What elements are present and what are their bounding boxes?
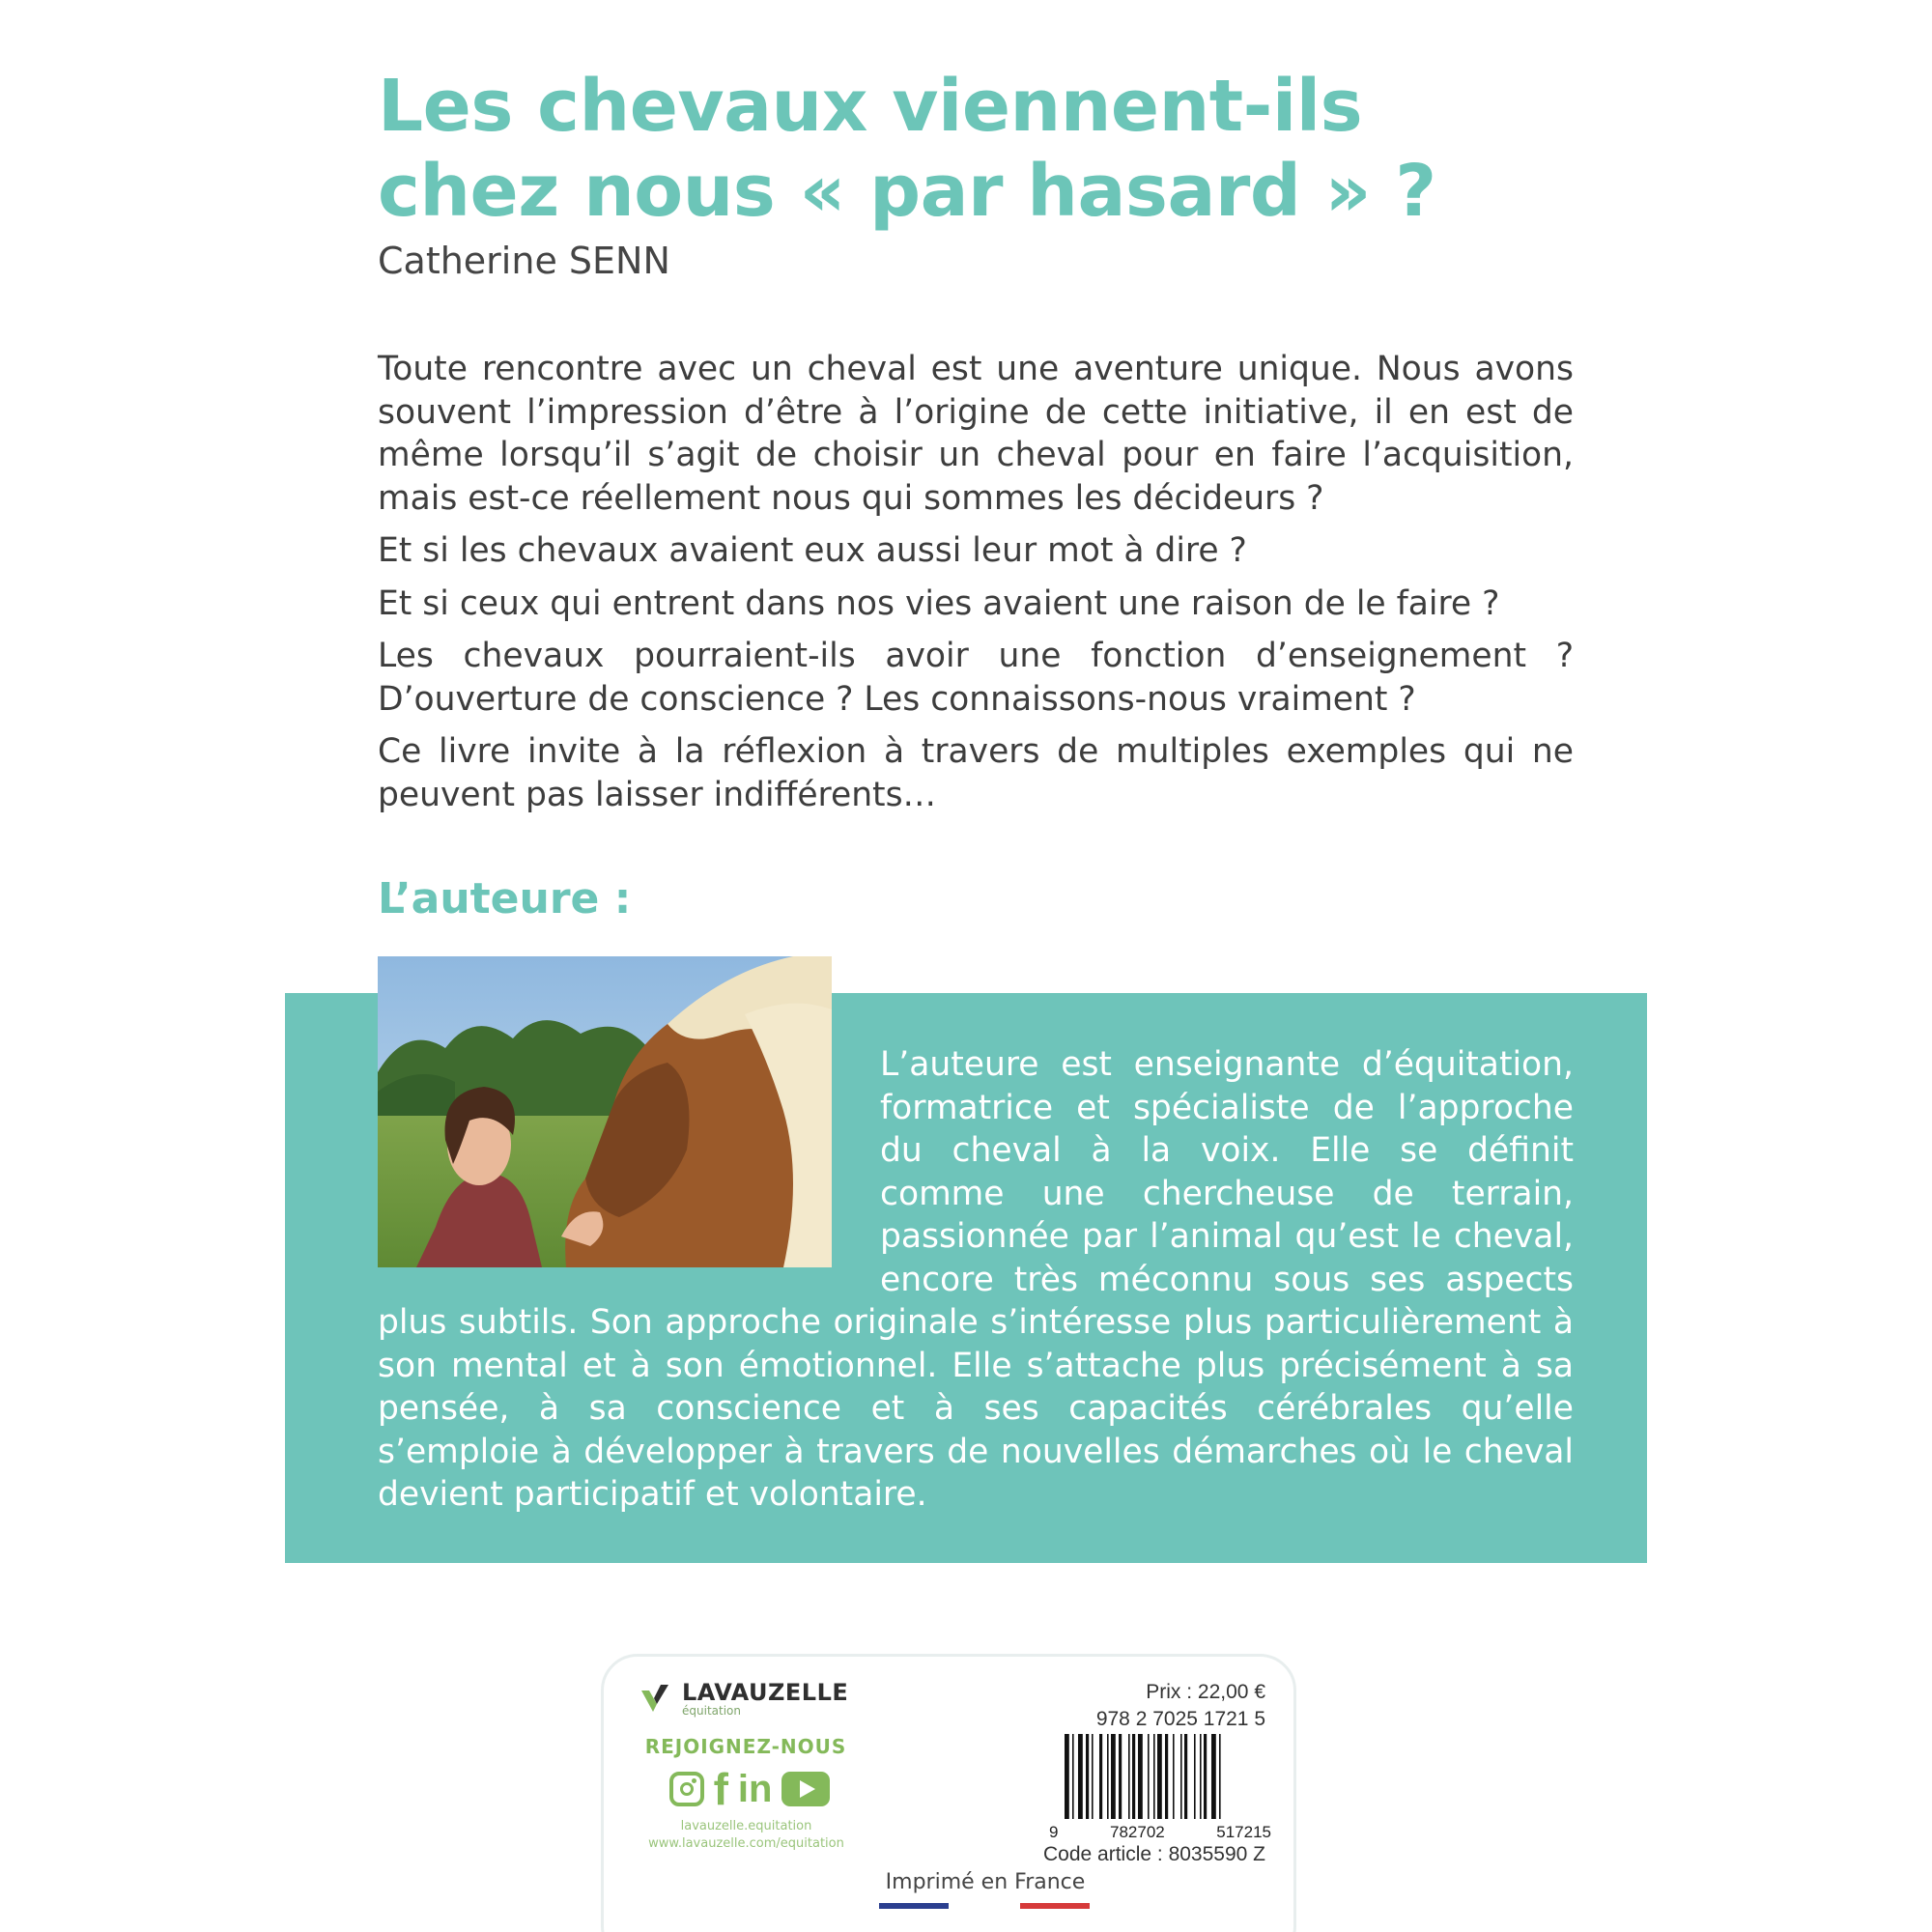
barcode-bar xyxy=(1173,1734,1175,1819)
linkedin-icon[interactable]: in xyxy=(737,1768,773,1810)
social-handle: lavauzelle.equitation xyxy=(680,1819,812,1833)
barcode-bar xyxy=(1078,1734,1083,1819)
barcode-bar xyxy=(1138,1734,1143,1819)
barcode-bar xyxy=(1086,1734,1089,1819)
youtube-icon[interactable] xyxy=(781,1772,830,1806)
barcode-bar xyxy=(1211,1734,1216,1819)
summary-paragraph: Et si ceux qui entrent dans nos vies avaient une raison de le faire ? xyxy=(378,583,1500,623)
flag-stripe-blue xyxy=(879,1903,949,1909)
publisher-sub: équitation xyxy=(682,1704,741,1718)
title-line-1: Les chevaux viennent-ils xyxy=(378,65,1363,148)
isbn: 978 2 7025 1721 5 xyxy=(1095,1708,1265,1730)
price: Prix : 22,00 € xyxy=(1146,1681,1265,1703)
summary-paragraph: Ce livre invite à la réflexion à travers de multiples exemples qui ne peuvent pas laisser indifférents… xyxy=(378,732,1574,814)
barcode-bar xyxy=(1180,1734,1182,1819)
barcode-bar xyxy=(1184,1734,1187,1819)
about-author-heading: L’auteure : xyxy=(378,874,632,923)
barcode-bar xyxy=(1148,1734,1150,1819)
author-bio-text: L’auteure est enseignante d’équitation, formatrice et spécialiste de l’approche du cheval à la voix. Elle se définit comme une chercheuse de terrain, passionnée par l’animal qu’est le cheval, encore très méconnu sous ses aspects plus subtils. Son approche originale s’intéresse plus particulièrement à son mental et à son émotionnel. Elle s’attache plus précisément à sa pensée, à sa conscience et à ses capacités cérébrales qu’elle s’emploie à développer à travers de nouvelles démarches où le cheval devient participatif et volontaire. xyxy=(378,1045,1574,1514)
barcode-digit-group: 782702 xyxy=(1110,1823,1165,1841)
publisher-logo xyxy=(639,1681,862,1718)
barcode-bar xyxy=(1107,1734,1109,1819)
social-links xyxy=(653,1766,846,1812)
join-us-label: REJOIGNEZ-NOUS xyxy=(644,1735,847,1758)
author-bio xyxy=(378,1043,1574,1517)
instagram-icon[interactable] xyxy=(669,1772,704,1806)
publisher-name: LAVAUZELLE xyxy=(682,1679,849,1706)
barcode-digit-group: 9 xyxy=(1049,1823,1059,1841)
barcode xyxy=(1063,1734,1271,1823)
barcode-bar xyxy=(1099,1734,1102,1819)
summary-paragraph: Toute rencontre avec un cheval est une aventure unique. Nous avons souvent l’impression d’être à l’origine de cette initiative, il en est de même lorsqu’il s’agit de choisir un cheval pour en faire l’acquisition, mais est-ce réellement nous qui sommes les décideurs ? xyxy=(378,350,1574,518)
barcode-bar xyxy=(1132,1734,1135,1819)
lavauzelle-logo-icon xyxy=(639,1683,672,1716)
barcode-bar xyxy=(1128,1734,1130,1819)
title-line-2: chez nous « par hasard » ? xyxy=(378,150,1436,233)
book-title xyxy=(378,64,1440,234)
summary-paragraph: Et si les chevaux avaient eux aussi leur mot à dire ? xyxy=(378,531,1247,570)
photo-spacer xyxy=(378,1043,880,1285)
summary-paragraph: Les chevaux pourraient-ils avoir une fonction d’enseignement ? D’ouverture de conscience ? Les connaissons-nous vraiment ? xyxy=(378,637,1574,719)
barcode-digit-group: 517215 xyxy=(1216,1823,1271,1841)
article-code: Code article : 8035590 Z xyxy=(1043,1843,1265,1865)
barcode-bar xyxy=(1165,1734,1168,1819)
price-isbn-block xyxy=(1043,1679,1265,1733)
barcode-bar xyxy=(1194,1734,1196,1819)
publisher-web xyxy=(628,1818,865,1853)
barcode-bar xyxy=(1111,1734,1116,1819)
author-name: Catherine SENN xyxy=(378,240,670,282)
flag-stripe-red xyxy=(1020,1903,1090,1909)
barcode-bar xyxy=(1157,1734,1162,1819)
summary xyxy=(378,348,1574,826)
barcode-bar xyxy=(1200,1734,1202,1819)
barcode-bar xyxy=(1153,1734,1155,1819)
barcode-bar xyxy=(1065,1734,1069,1819)
barcode-bar xyxy=(1119,1734,1122,1819)
website-link[interactable]: www.lavauzelle.com/equitation xyxy=(648,1836,844,1851)
facebook-icon[interactable]: f xyxy=(713,1764,728,1814)
barcode-bar xyxy=(1072,1734,1074,1819)
printed-in-france: Imprimé en France xyxy=(885,1870,1086,1894)
barcode-bar xyxy=(1204,1734,1207,1819)
barcode-bar xyxy=(1092,1734,1094,1819)
barcode-bar xyxy=(1219,1734,1221,1819)
